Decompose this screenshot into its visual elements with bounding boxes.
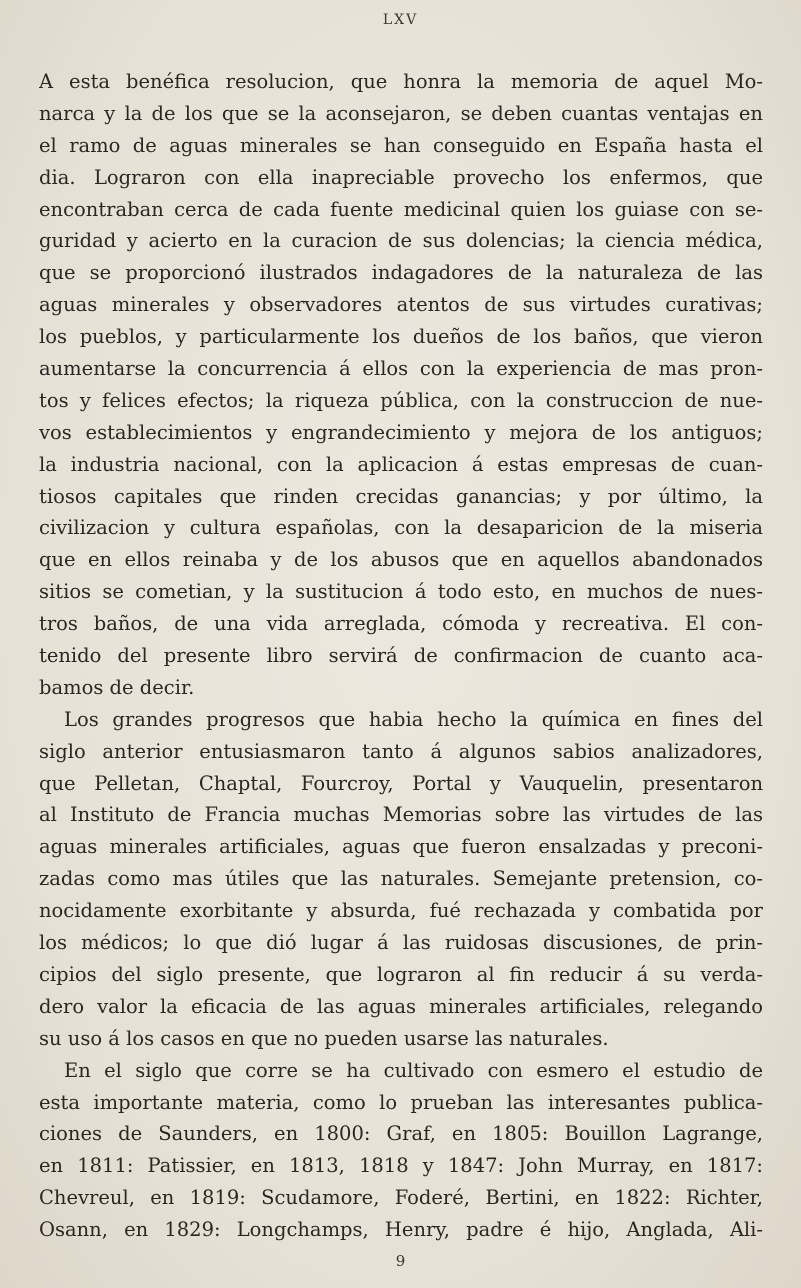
text-line: siglo anterior entusiasmaron tanto á algunos sabios analizadores, <box>39 739 763 763</box>
text-line: vos establecimientos y engrandecimiento y mejora de los antiguos; <box>39 420 763 444</box>
text-line: tros baños, de una vida arreglada, cómoda y recreativa. El con- <box>39 612 763 636</box>
body-text <box>39 66 763 1246</box>
text-line: En el siglo que corre se ha cultivado con esmero el estudio de <box>64 1058 763 1082</box>
text-line: los médicos; lo que dió lugar á las ruidosas discusiones, de prin- <box>39 931 763 955</box>
text-line: la industria nacional, con la aplicacion á estas empresas de cuan- <box>39 452 763 476</box>
text-line: que en ellos reinaba y de los abusos que en aquellos abandonados <box>39 548 763 572</box>
page-number: LXV <box>382 12 419 28</box>
text-line: aguas minerales artificiales, aguas que fueron ensalzadas y preconi- <box>39 835 763 859</box>
text-line: tenido del presente libro servirá de confirmacion de cuanto aca- <box>39 644 763 668</box>
text-line: en 1811: Patissier, en 1813, 1818 y 1847: John Murray, en 1817: <box>39 1154 763 1178</box>
text-line: sitios se cometian, y la sustitucion á todo esto, en muchos de nues- <box>39 580 763 604</box>
text-line: que Pelletan, Chaptal, Fourcroy, Portal y Vauquelin, presentaron <box>39 771 763 795</box>
text-line: cipios del siglo presente, que lograron al fin reducir á su verda- <box>39 962 763 986</box>
text-line: dia. Lograron con ella inapreciable provecho los enfermos, que <box>39 165 763 189</box>
text-line: encontraban cerca de cada fuente medicinal quien los guiase con se- <box>39 197 763 221</box>
signature-mark: 9 <box>395 1252 406 1270</box>
text-line: ciones de Saunders, en 1800: Graf, en 1805: Bouillon Lagrange, <box>39 1122 763 1146</box>
text-line: tos y felices efectos; la riqueza pública, con la construccion de nue- <box>39 388 763 412</box>
text-line: aumentarse la concurrencia á ellos con la experiencia de mas pron- <box>39 357 763 381</box>
text-line: Los grandes progresos que habia hecho la química en fines del <box>64 707 763 731</box>
text-line: guridad y acierto en la curacion de sus dolencias; la ciencia médica, <box>39 229 763 253</box>
text-line: Chevreul, en 1819: Scudamore, Foderé, Bertini, en 1822: Richter, <box>39 1186 763 1210</box>
text-line: civilizacion y cultura españolas, con la desaparicion de la miseria <box>39 516 763 540</box>
text-line: los pueblos, y particularmente los dueños de los baños, que vieron <box>39 325 763 349</box>
text-line: esta importante materia, como lo prueban las interesantes publica- <box>39 1090 763 1114</box>
text-line: dero valor la eficacia de las aguas minerales artificiales, relegando <box>39 994 763 1018</box>
text-line: bamos de decir. <box>39 675 195 699</box>
text-line: al Instituto de Francia muchas Memorias sobre las virtudes de las <box>39 803 763 827</box>
text-line: tiosos capitales que rinden crecidas ganancias; y por último, la <box>39 484 763 508</box>
text-line: Osann, en 1829: Longchamps, Henry, padre é hijo, Anglada, Ali- <box>39 1218 763 1242</box>
text-line: que se proporcionó ilustrados indagadores de la naturaleza de las <box>39 261 763 285</box>
text-line: nocidamente exorbitante y absurda, fué rechazada y combatida por <box>39 899 763 923</box>
text-line: su uso á los casos en que no pueden usarse las naturales. <box>39 1026 609 1050</box>
text-line: narca y la de los que se la aconsejaron, se deben cuantas ventajas en <box>39 101 763 125</box>
text-line: aguas minerales y observadores atentos de sus virtudes curativas; <box>39 293 763 317</box>
text-line: A esta benéfica resolucion, que honra la memoria de aquel Mo- <box>39 70 763 93</box>
text-line: zadas como mas útiles que las naturales. Semejante pretension, co- <box>39 867 763 891</box>
text-line: el ramo de aguas minerales se han conseguido en España hasta el <box>39 133 763 157</box>
